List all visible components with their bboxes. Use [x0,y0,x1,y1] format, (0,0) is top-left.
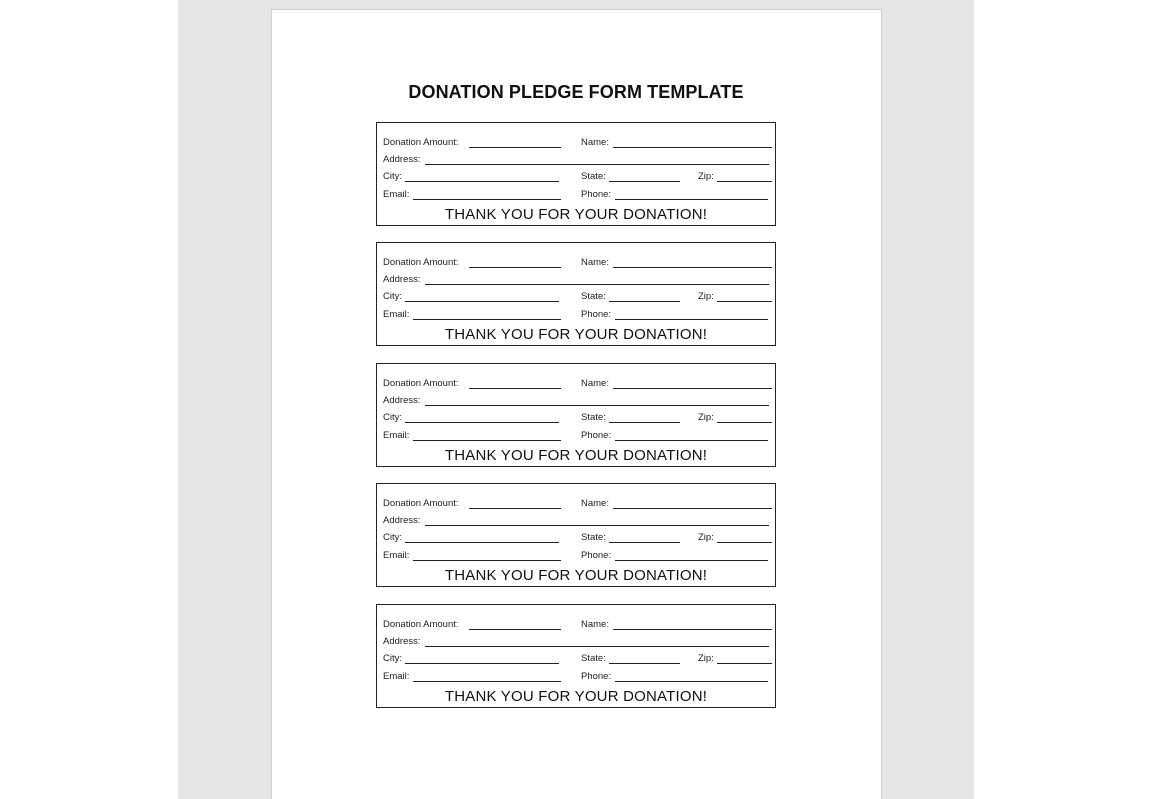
state-field[interactable] [609,542,680,543]
state-label: State: [581,291,606,302]
phone-field[interactable] [615,560,768,561]
address-field[interactable] [425,646,769,647]
zip-label: Zip: [698,653,714,664]
zip-label: Zip: [698,412,714,423]
address-field[interactable] [425,405,769,406]
thank-you-message: THANK YOU FOR YOUR DONATION! [444,567,708,584]
city-field[interactable] [405,181,559,182]
zip-field[interactable] [717,422,772,423]
state-field[interactable] [609,301,680,302]
phone-field[interactable] [615,199,768,200]
email-field[interactable] [413,681,561,682]
donation-amount-field[interactable] [469,267,561,268]
address-field[interactable] [425,164,769,165]
name-label: Name: [581,619,609,630]
phone-label: Phone: [581,671,612,682]
email-label: Email: [383,309,410,320]
address-label: Address: [383,636,421,647]
state-field[interactable] [609,663,680,664]
state-label: State: [581,171,606,182]
phone-field[interactable] [615,440,768,441]
phone-label: Phone: [581,430,612,441]
email-field[interactable] [413,440,561,441]
phone-field[interactable] [615,319,768,320]
email-field[interactable] [413,319,561,320]
thank-you-message: THANK YOU FOR YOUR DONATION! [444,688,708,705]
zip-label: Zip: [698,291,714,302]
donation-amount-field[interactable] [469,147,561,148]
phone-field[interactable] [615,681,768,682]
city-label: City: [383,653,402,664]
name-field[interactable] [613,388,772,389]
name-label: Name: [581,137,609,148]
thank-you-message: THANK YOU FOR YOUR DONATION! [444,326,708,343]
address-label: Address: [383,274,421,285]
city-field[interactable] [405,301,559,302]
phone-label: Phone: [581,189,612,200]
name-field[interactable] [613,147,772,148]
city-label: City: [383,291,402,302]
donation-amount-label: Donation Amount: [383,257,459,268]
donation-amount-field[interactable] [469,388,561,389]
pledge-card [376,604,776,708]
city-field[interactable] [405,663,559,664]
city-label: City: [383,532,402,543]
address-label: Address: [383,154,421,165]
name-label: Name: [581,257,609,268]
email-label: Email: [383,550,410,561]
pledge-card [376,483,776,587]
name-field[interactable] [613,629,772,630]
name-field[interactable] [613,508,772,509]
state-label: State: [581,412,606,423]
donation-amount-label: Donation Amount: [383,137,459,148]
address-field[interactable] [425,284,769,285]
city-label: City: [383,171,402,182]
state-field[interactable] [609,181,680,182]
city-label: City: [383,412,402,423]
zip-field[interactable] [717,301,772,302]
phone-label: Phone: [581,309,612,320]
email-label: Email: [383,189,410,200]
zip-label: Zip: [698,171,714,182]
donation-amount-label: Donation Amount: [383,619,459,630]
donation-amount-label: Donation Amount: [383,498,459,509]
city-field[interactable] [405,422,559,423]
zip-label: Zip: [698,532,714,543]
phone-label: Phone: [581,550,612,561]
donation-amount-field[interactable] [469,508,561,509]
pledge-card [376,242,776,346]
thank-you-message: THANK YOU FOR YOUR DONATION! [444,206,708,223]
email-label: Email: [383,671,410,682]
email-label: Email: [383,430,410,441]
address-label: Address: [383,395,421,406]
email-field[interactable] [413,560,561,561]
pledge-card [376,122,776,226]
city-field[interactable] [405,542,559,543]
pledge-card [376,363,776,467]
donation-amount-label: Donation Amount: [383,378,459,389]
state-label: State: [581,653,606,664]
document-title: DONATION PLEDGE FORM TEMPLATE [408,82,744,102]
address-label: Address: [383,515,421,526]
email-field[interactable] [413,199,561,200]
name-label: Name: [581,498,609,509]
name-label: Name: [581,378,609,389]
zip-field[interactable] [717,181,772,182]
zip-field[interactable] [717,542,772,543]
donation-amount-field[interactable] [469,629,561,630]
thank-you-message: THANK YOU FOR YOUR DONATION! [444,447,708,464]
state-label: State: [581,532,606,543]
zip-field[interactable] [717,663,772,664]
name-field[interactable] [613,267,772,268]
state-field[interactable] [609,422,680,423]
address-field[interactable] [425,525,769,526]
